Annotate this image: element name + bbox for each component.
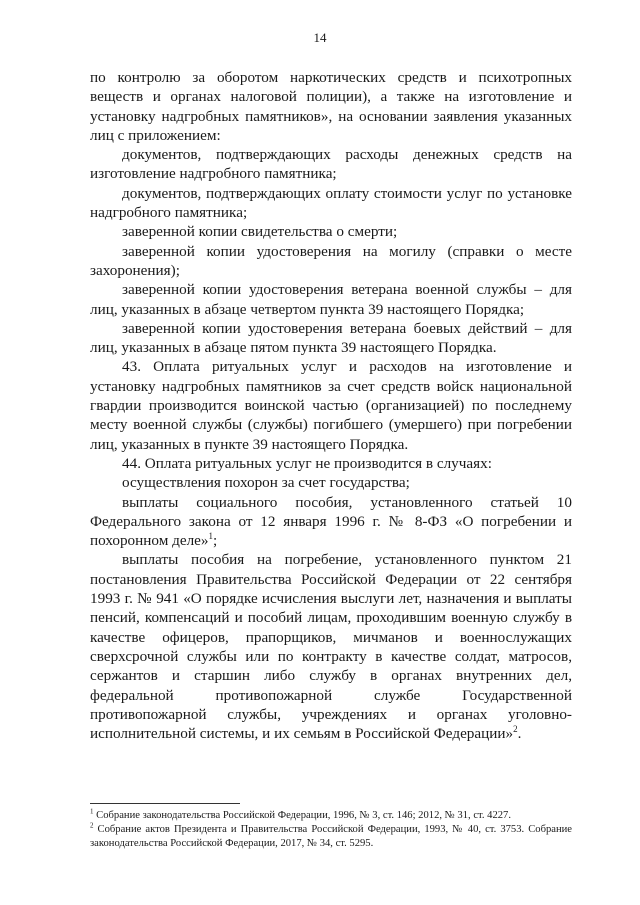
footnote-ref-1[interactable]: 1 — [208, 531, 213, 542]
footnote-2 — [90, 823, 572, 851]
page-number: 14 — [313, 30, 327, 45]
list-item-installation-documents: документов, подтверждающих оплату стоимости услуг по установке надгробного памятника; — [90, 184, 572, 222]
footnote-ref-1-tail: ; — [213, 532, 218, 550]
footnotes — [90, 809, 572, 851]
footnote-divider — [90, 803, 240, 804]
footnote-1-text: Собрание законодательства Российской Федерации, 1996, № 3, ст. 146; 2012, № 31, ст. 4227. — [93, 810, 511, 821]
list-item-state-funeral: осуществления похорон за счет государства; — [122, 474, 410, 492]
list-item-burial-allowance — [90, 550, 572, 743]
burial-allowance-text: выплаты пособия на погребение, установленного пунктом 21 постановления Правительства Российской Федерации от 22 сентября 1993 г. № 941 «О порядке исчисления выслуги лет, назначения и выплаты пенсий, компенсаций и пособий лицам, проходившим военную службу в качестве офицеров, прапорщиков, мичманов и военнослужащих сверхсрочной службы или по контракту в качестве солдат, матросов, сержантов и старшин либо службу в органах внутренних дел, федеральной противопожарной службе Государственной противопожарной службы, учреждениях и органах уголовно-исполнительной системы, и их семьям в Российской Федерации» — [90, 551, 572, 743]
footnote-2-text: Собрание актов Президента и Правительства Российской Федерации, 1993, № 40, ст. 3753. Собрание законодательства Российской Федерации, 2017, № 34, ст. 5295. — [90, 824, 572, 849]
footnote-2-mark: 2 — [90, 821, 94, 830]
body-text — [90, 68, 572, 743]
paragraph-43: 43. Оплата ритуальных услуг и расходов на изготовление и установку надгробных памятников за счет средств войск национальной гвардии производится воинской частью (организацией) по последнему месту военной службы (службы) погибшего (умершего) при погребении лиц, указанных в пункте 39 настоящего Порядка. — [90, 358, 572, 453]
list-item-death-certificate: заверенной копии свидетельства о смерти; — [122, 223, 398, 241]
list-item-grave-certificate: заверенной копии удостоверения на могилу (справки о месте захоронения); — [90, 242, 572, 279]
footnote-1 — [90, 809, 572, 823]
paragraph-continuation: по контролю за оборотом наркотических средств и психотропных веществ и органах налоговой полиции), а также на изготовление и установку надгробных памятников», на основании заявления указанных лиц с приложением: — [90, 69, 572, 144]
footnote-ref-2-tail: . — [517, 725, 522, 743]
list-item-military-veteran: заверенной копии удостоверения ветерана военной службы – для лиц, указанных в абзаце четвертом пункта 39 настоящего Порядка; — [90, 281, 572, 318]
list-item-combat-veteran: заверенной копии удостоверения ветерана боевых действий – для лиц, указанных в абзаце пятом пункта 39 настоящего Порядка. — [90, 319, 572, 357]
paragraph-44: 44. Оплата ритуальных услуг не производится в случаях: — [122, 454, 492, 472]
list-item-social-benefit — [90, 493, 572, 551]
social-benefit-text: выплаты социального пособия, установленного статьей 10 Федерального закона от 12 января 1996 г. № 8-ФЗ «О погребении и похоронном деле» — [90, 493, 572, 550]
footnote-ref-2[interactable]: 2 — [513, 724, 518, 735]
list-item-expense-documents: документов, подтверждающих расходы денежных средств на изготовление надгробного памятника; — [90, 146, 572, 183]
footnote-1-mark: 1 — [90, 807, 94, 816]
